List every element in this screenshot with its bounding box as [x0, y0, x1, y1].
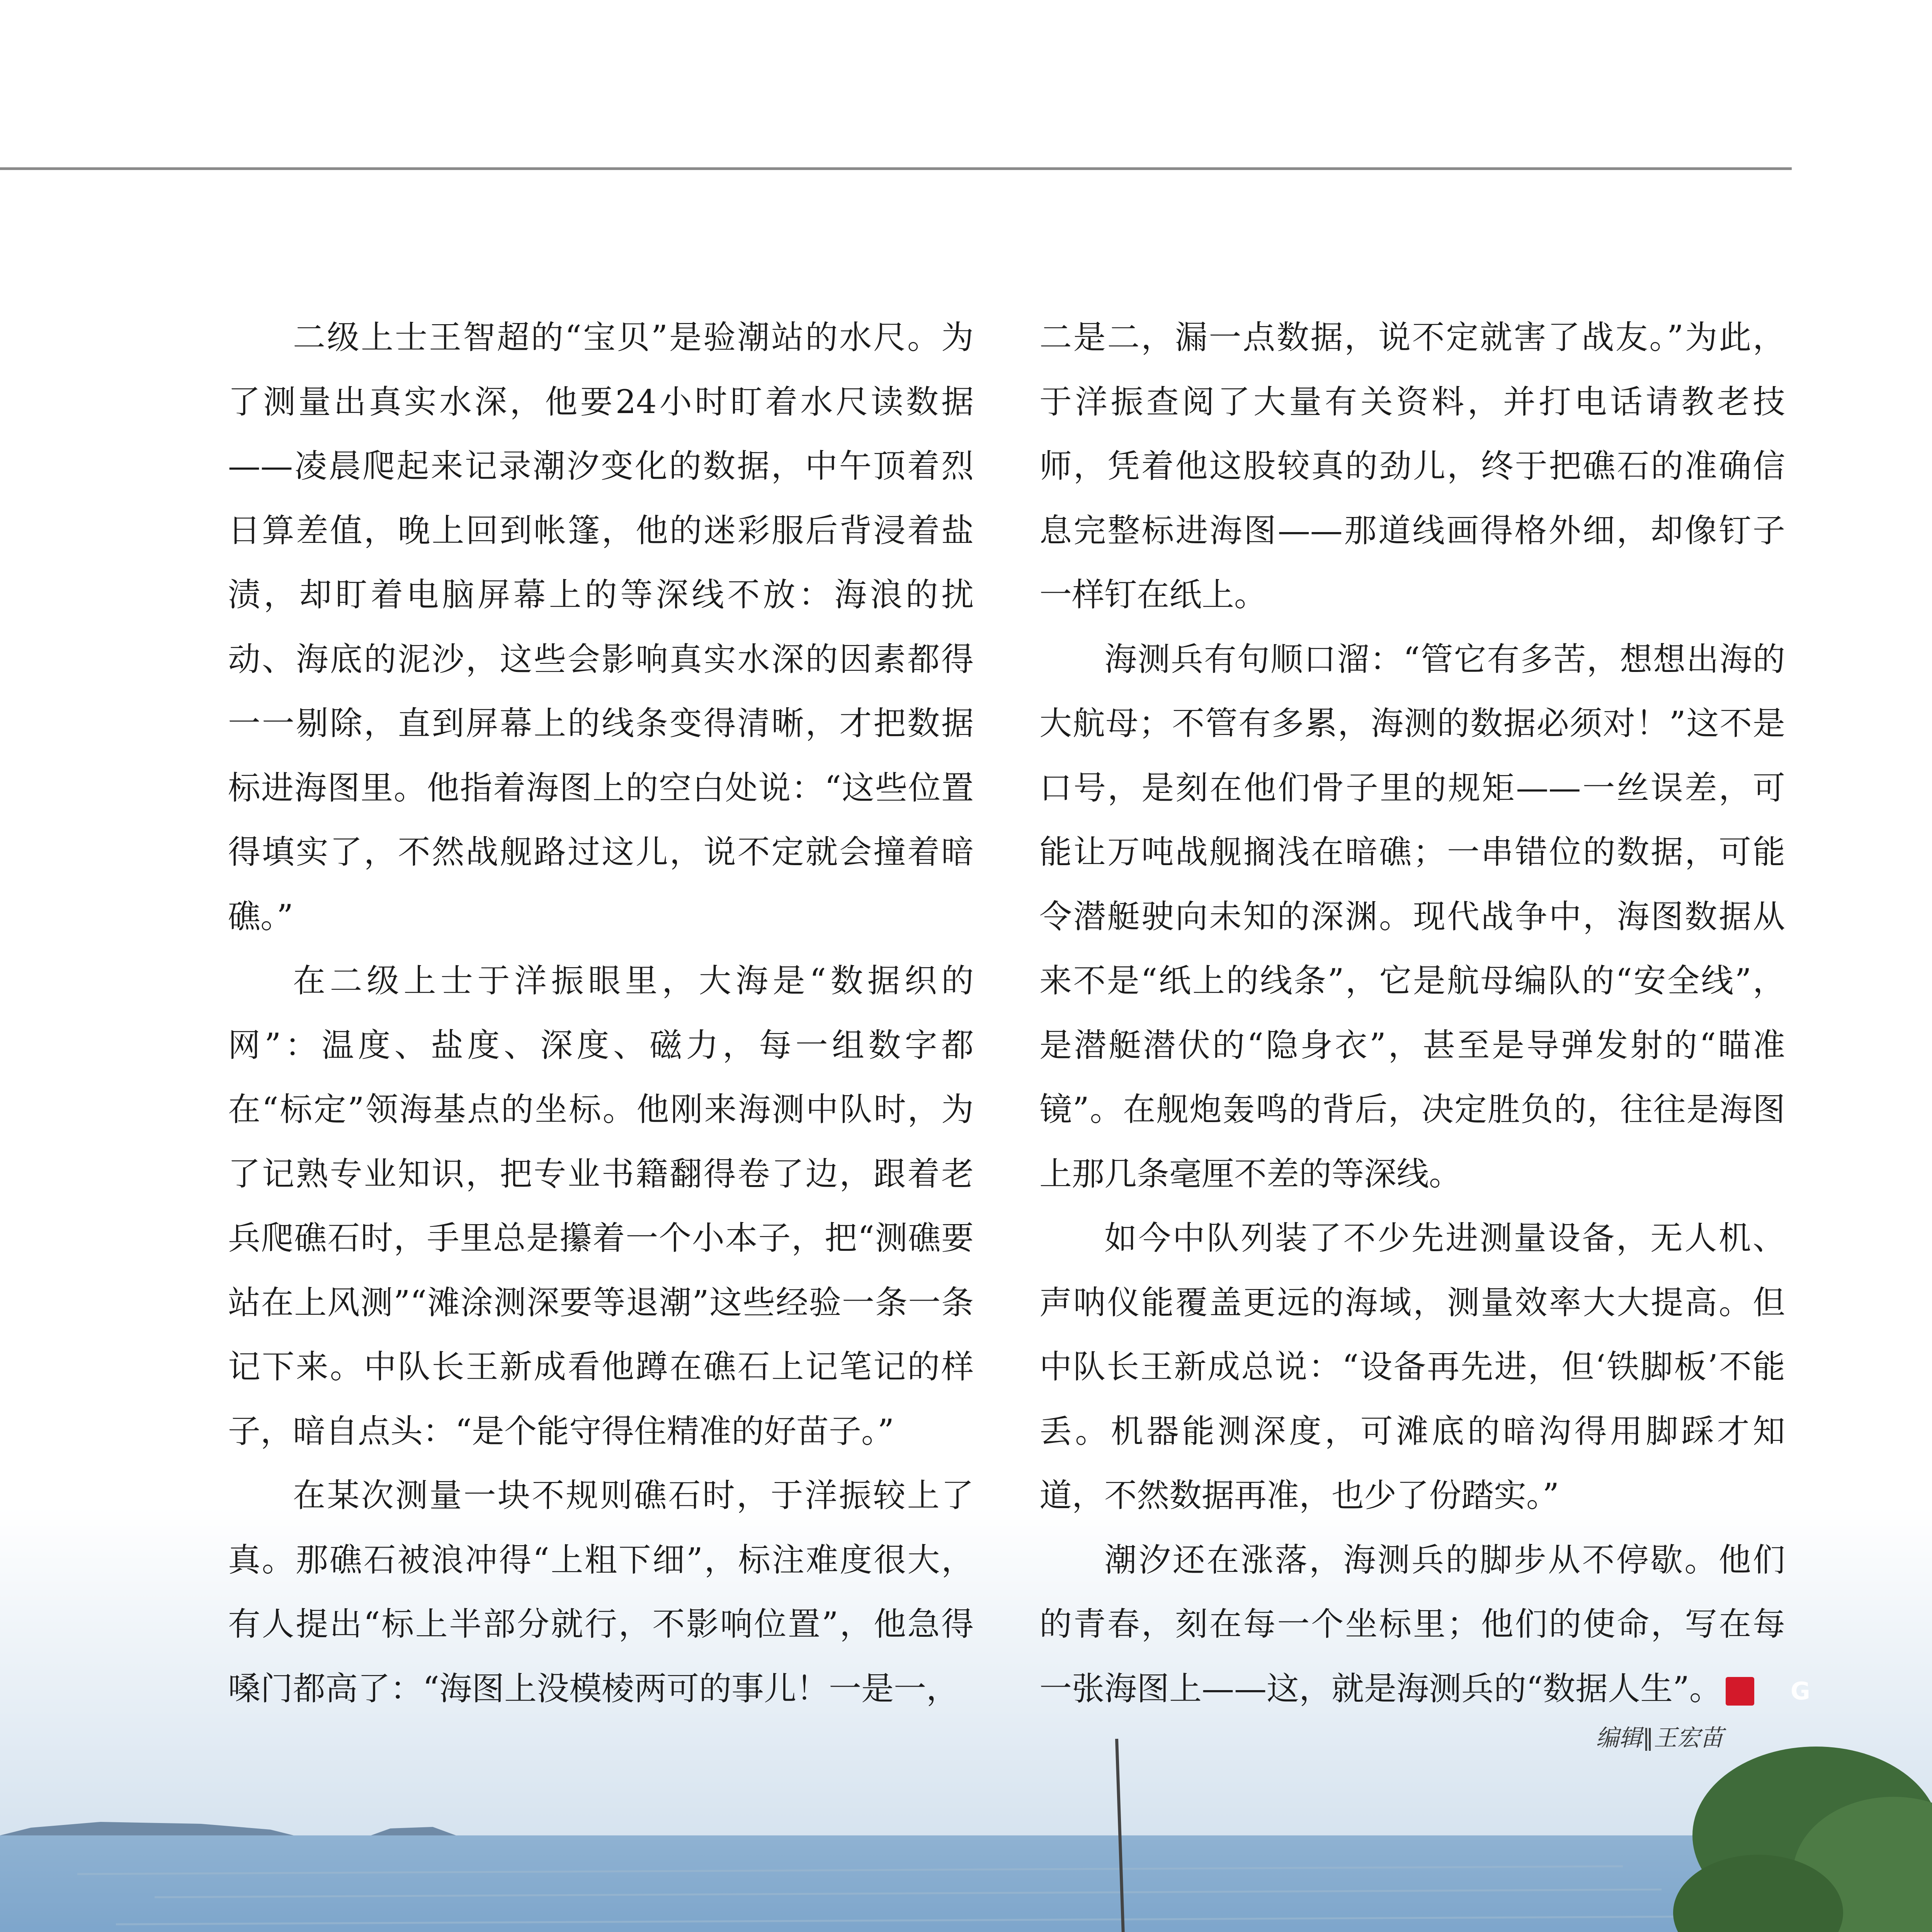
article-left-column [228, 305, 974, 1721]
paragraph: 二级上士王智超的“宝贝”是验潮站的水尺。为了测量出真实水深，他要24小时盯着水尺读数据——凌晨爬起来记录潮汐变化的数据，中午顶着烈日算差值，晚上回到帐篷，他的迷彩服后背浸着盐渍，却盯着电脑屏幕上的等深线不放：海浪的扰动、海底的泥沙，这些会影响真实水深的因素都得一一剔除，直到屏幕上的线条变得清晰，才把数据标进海图里。他指着海图上的空白处说：“这些位置得填实了，不然战舰路过这儿，说不定就会撞着暗礁。” [228, 318, 974, 935]
end-mark-icon: G [1726, 1677, 1754, 1706]
paragraph: 在二级上士于洋振眼里，大海是“数据织的网”：温度、盐度、深度、磁力，每一组数字都在“标定”领海基点的坐标。他刚来海测中队时，为了记熟专业知识，把专业书籍翻得卷了边，跟着老兵爬礁石时，手里总是攥着一个小本子，把“测礁要站在上风测”“滩涂测深要等退潮”这些经验一条一条记下来。中队长王新成看他蹲在礁石上记笔记的样子，暗自点头：“是个能守得住精准的好苗子。” [228, 962, 974, 1450]
paragraph: 在某次测量一块不规则礁石时，于洋振较上了真。那礁石被浪冲得“上粗下细”，标注难度很大，有人提出“标上半部分就行，不影响位置”，他急得嗓门都高了：“海图上没模棱两可的事儿！一是一， [228, 1476, 974, 1708]
header-rule [0, 167, 1792, 170]
article-right-column [1039, 305, 1810, 1721]
paragraph-text: 潮汐还在涨落，海测兵的脚步从不停歇。他们的青春，刻在每一个坐标里；他们的使命，写在每一张海图上——这，就是海测兵的“数据人生”。 [1039, 1541, 1785, 1708]
paragraph: 二是二，漏一点数据，说不定就害了战友。”为此，于洋振查阅了大量有关资料，并打电话请教老技师，凭着他这股较真的劲儿，终于把礁石的准确信息完整标进海图——那道线画得格外细，却像钉子一样钉在纸上。 [1039, 318, 1785, 614]
paragraph: 如今中队列装了不少先进测量设备，无人机、声呐仪能覆盖更远的海域，测量效率大大提高。但中队长王新成总说：“设备再先进，但‘铁脚板’不能丢。机器能测深度，可滩底的暗沟得用脚踩才知道，不然数据再准，也少了份踏实。” [1039, 1219, 1785, 1514]
paragraph: 海测兵有句顺口溜：“管它有多苦，想想出海的大航母；不管有多累，海测的数据必须对！”这不是口号，是刻在他们骨子里的规矩——一丝误差，可能让万吨战舰搁浅在暗礁；一串错位的数据，可能令潜艇驶向未知的深渊。现代战争中，海图数据从来不是“纸上的线条”，它是航母编队的“安全线”，是潜艇潜伏的“隐身衣”，甚至是导弹发射的“瞄准镜”。在舰炮轰鸣的背后，决定胜负的，往往是海图上那几条毫厘不差的等深线。 [1039, 640, 1785, 1193]
editor-credit: 编辑∥王宏苗 [1596, 1725, 1723, 1752]
paragraph-final [1039, 1528, 1810, 1721]
